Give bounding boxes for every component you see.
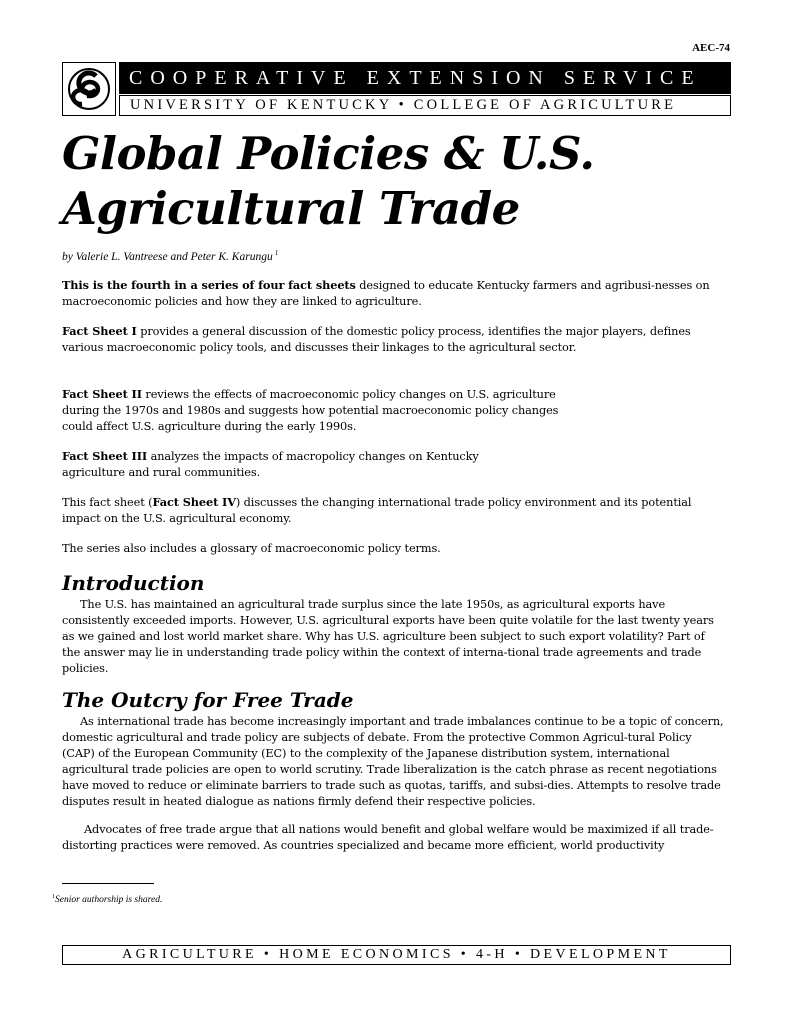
fact-sheet-3-text: analyzes the impacts of macropolicy changes on Kentucky agriculture and rural communities. [62,450,479,479]
fact-sheet-2-text: reviews the effects of macroeconomic policy changes on U.S. agriculture during the 1970s and 1980s and suggests how potential macroeconomic policy changes could affect U.S. agriculture during the early 1990s. [62,388,559,433]
masthead-title: COOPERATIVE EXTENSION SERVICE [119,62,731,94]
masthead-subtitle: UNIVERSITY OF KENTUCKY • COLLEGE OF AGRICULTURE [119,95,731,116]
title-line-1: Global Policies & U.S. [62,127,595,180]
fact-sheet-3-label: Fact Sheet III [62,449,148,463]
title-line-2: Agricultural Trade [62,182,520,235]
byline-footnote-mark: 1 [274,249,279,257]
fact-sheet-4-label: Fact Sheet IV [152,495,236,509]
introduction-heading: Introduction [62,571,205,595]
outcry-paragraph-2: Advocates of free trade argue that all nations would benefit and global welfare would be maximized if all trade-distorting practices were removed. As countries specialized and became more efficient, world productivity [62,823,714,852]
ces-logo-icon [62,62,116,116]
fact-sheet-4-text: ) discusses the changing international trade policy environment and its potential impact on the U.S. agricultural economy. [62,496,692,525]
fact-sheet-1-label: Fact Sheet I [62,324,137,338]
footnote-divider [62,883,154,884]
intro-paragraph [62,277,724,310]
fact-sheet-3-paragraph [62,448,517,481]
document-id: AEC-74 [692,42,730,54]
fact-sheet-2-paragraph [62,386,567,435]
intro-rest: designed to educate Kentucky farmers and agribusi-nesses on macroeconomic policies and how they are linked to agriculture. [62,279,710,308]
intro-bold: This is the fourth in a series of four fact sheets [62,278,356,292]
footer-band: AGRICULTURE • HOME ECONOMICS • 4-H • DEVELOPMENT [62,945,731,965]
fact-sheet-1-text: provides a general discussion of the domestic policy process, identifies the major players, defines various macroeconomic policy tools, and discusses their linkages to the agricultural sector. [62,325,691,354]
fact-sheet-4-paragraph [62,494,724,527]
outcry-paragraph-1: As international trade has become increasingly important and trade imbalances continue to be a topic of concern, domestic agricultural and trade policy are subjects of debate. From the protective Common Agricul-tural Policy (CAP) of the European Community (EC) to the complexity of the Japanese distribution system, international agricultural trade policies are open to world scrutiny. Trade liberalization is the catch phrase as recent negotiations have moved to reduce or eliminate barriers to trade such as quotas, tariffs, and subsi-dies. Attempts to resolve trade disputes result in heated dialogue as nations firmly defend their respective policies. [62,715,724,808]
footnote-mark: 1 [52,894,55,900]
footnote [52,894,162,905]
glossary-note: The series also includes a glossary of macroeconomic policy terms. [62,542,441,555]
fact-sheet-4-before: This fact sheet ( [62,496,153,509]
fact-sheet-2-label: Fact Sheet II [62,387,142,401]
introduction-text: The U.S. has maintained an agricultural trade surplus since the late 1950s, as agricultural exports have consistently exceeded imports. However, U.S. agricultural exports have been quite volatile for the last twenty years as we gained and lost world market share. Why has U.S. agriculture been subject to such export volatility? Part of the answer may lie in understanding trade policy within the context of interna-tional trade agreements and trade policies. [62,598,714,675]
document-title [62,126,752,236]
footnote-text: Senior authorship is shared. [55,895,163,906]
byline [62,249,278,263]
masthead [62,62,731,118]
byline-text: by Valerie L. Vantreese and Peter K. Karungu [62,250,273,263]
outcry-heading: The Outcry for Free Trade [62,688,354,712]
fact-sheet-1-paragraph [62,323,712,356]
